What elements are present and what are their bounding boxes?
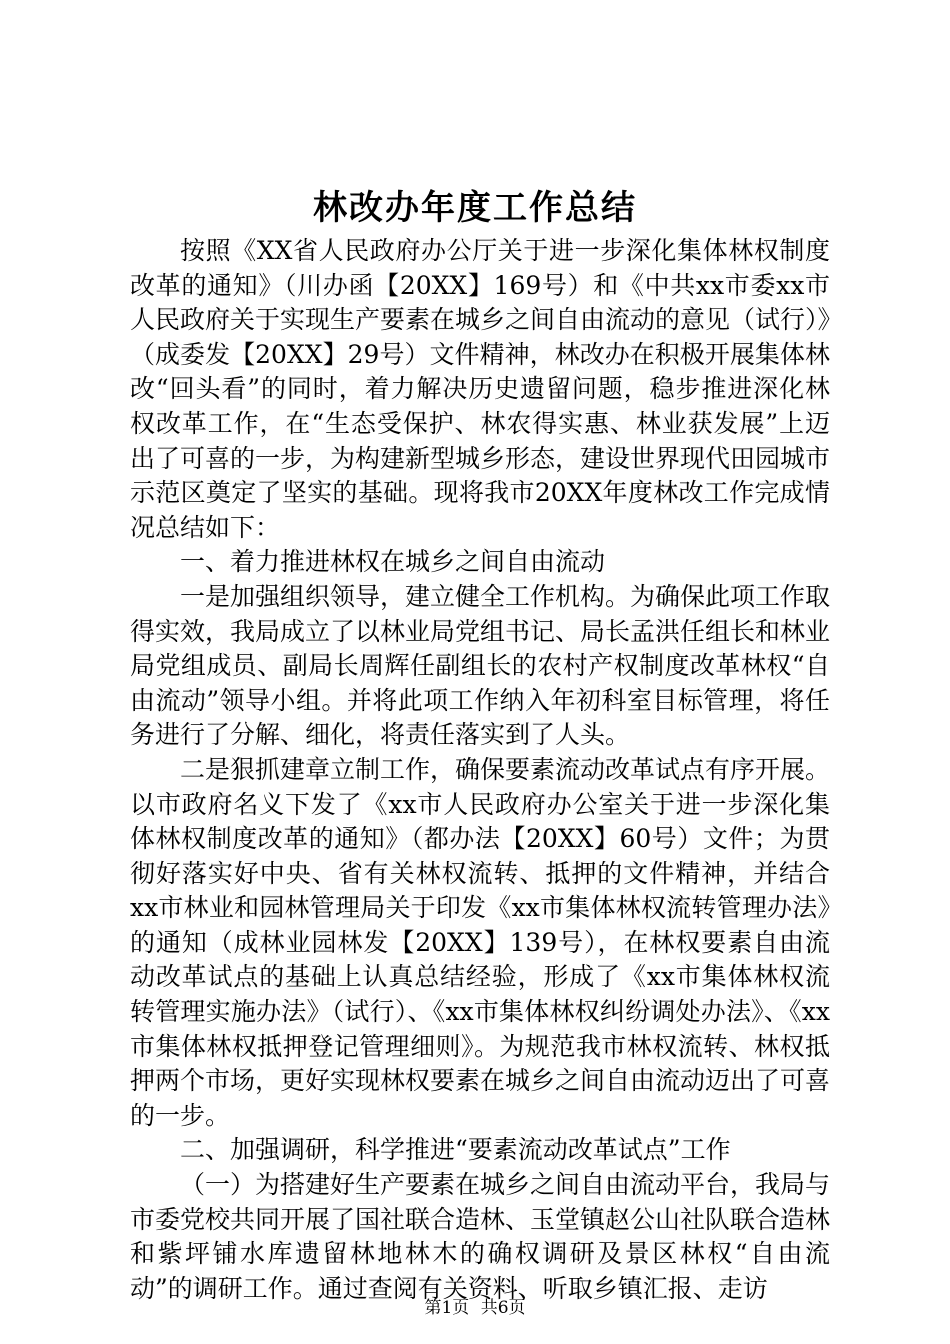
document-title: 林改办年度工作总结	[313, 188, 637, 228]
document-body	[130, 234, 830, 1306]
body-paragraph: 一是加强组织领导，建立健全工作机构。为确保此项工作取得实效，我局成立了以林业局党组书记、局长孟洪任组长和林业局党组成员、副局长周辉任副组长的农村产权制度改革林权“自由流动”领导小组。并将此项工作纳入年初科室目标管理，将任务进行了分解、细化，将责任落实到了人头。	[130, 581, 831, 750]
page-total: 共6页	[480, 1298, 526, 1318]
section-heading-2: 二、加强调研，科学推进“要素流动改革试点”工作	[180, 1135, 731, 1165]
body-paragraph: 二是狠抓建章立制工作，确保要素流动改革试点有序开展。以市政府名义下发了《xx市人民政府办公室关于进一步深化集体林权制度改革的通知》（都办法【20XX】60号）文件；为贯彻好落实好中央、省有关林权流转、抵押的文件精神，并结合xx市林业和园林管理局关于印发《xx市集体林权流转管理办法》的通知（成林业园林发【20XX】139号），在林权要素自由流动改革试点的基础上认真总结经验，形成了《xx市集体林权流转管理实施办法》（试行）、《xx市集体林权纠纷调处办法》、《xx市集体林权抵押登记管理细则》。为规范我市林权流转、林权抵押两个市场，更好实现林权要素在城乡之间自由流动迈出了可喜的一步。	[130, 754, 831, 1130]
intro-paragraph: 按照《XX省人民政府办公厅关于进一步深化集体林权制度改革的通知》（川办函【20XX】169号）和《中共xx市委xx市人民政府关于实现生产要素在城乡之间自由流动的意见（试行）》（成委发【20XX】29号）文件精神，林改办在积极开展集体林改“回头看”的同时，着力解决历史遗留问题，稳步推进深化林权改革工作，在“生态受保护、林农得实惠、林业获发展”上迈出了可喜的一步，为构建新型城乡形态，建设世界现代田园城市示范区奠定了坚实的基础。现将我市20XX年度林改工作完成情况总结如下：	[130, 236, 831, 542]
page-footer	[0, 1296, 950, 1320]
section-heading-1: 一、着力推进林权在城乡之间自由流动	[180, 547, 606, 577]
page-number: 第1页	[424, 1298, 470, 1318]
body-paragraph: （一）为搭建好生产要素在城乡之间自由流动平台，我局与市委党校共同开展了国社联合造林、玉堂镇赵公山社队联合造林和紫坪铺水库遗留林地林木的确权调研及景区林权“自由流动”的调研工作。通过查阅有关资料、听取乡镇汇报、走访	[130, 1170, 831, 1303]
